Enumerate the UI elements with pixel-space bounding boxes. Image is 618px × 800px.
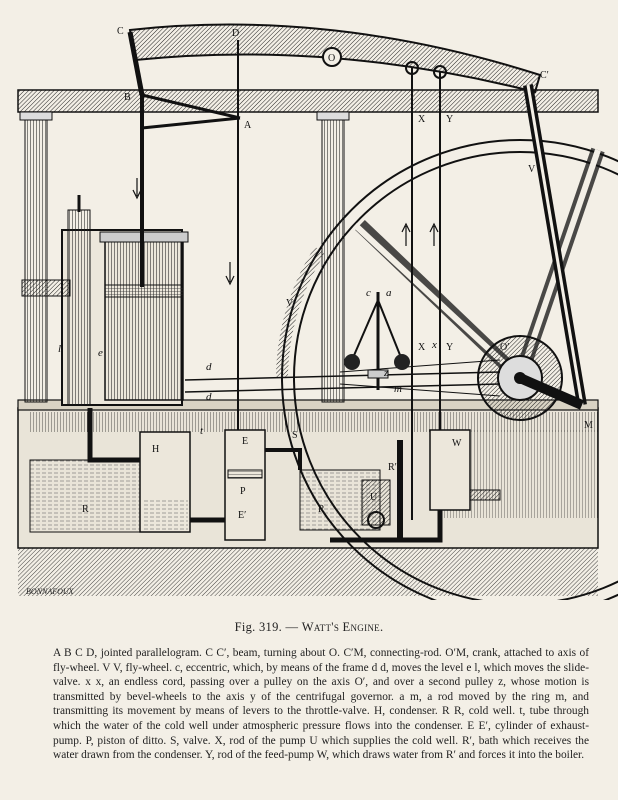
figure-legend: A B C D, jointed parallelogram. C C′, beam, turning about O. C′M, connecting-rod. O′M, crank, attached to axis of fly-wheel. V V, fly-wheel. c, eccentric, which, by means of the frame d d, moves the level e l, which moves the slide-valve. x x, an endless cord, passing over a pulley on the axis O′, and over a second pulley z, whose motion is transmitted by bevel-wheels to the axis y of the centrifugal governor. a m, a rod moved by the ring m, and transmitting its movement by means of levers to the throttle-valve. H, condenser. R R, cold well. t, tube through which the water of the cold well under atmospheric pressure flows into the condenser. E E′, cylinder of exhaust-pump. P, piston of ditto. S, valve. X, rod of the pump U which supplies the cold well. R′, bath which receives the water drawn from the condenser. Y, rod of the feed-pump W, which draws water from R′ and forces it into the boiler. xyxy=(53,647,589,762)
label-e-prime: E′ xyxy=(238,510,247,521)
column-middle xyxy=(322,112,344,402)
label-x: X xyxy=(418,114,426,125)
entablature xyxy=(18,90,598,112)
feed-pump-outlet xyxy=(470,490,500,500)
label-z: z xyxy=(384,367,389,379)
label-e-pump: E xyxy=(242,436,249,447)
column-left-capital xyxy=(20,112,52,120)
arrow-up-y xyxy=(430,224,438,246)
label-c-prime: C′ xyxy=(540,70,549,81)
feed-pump-w xyxy=(430,430,470,510)
label-v-top: V xyxy=(528,164,536,175)
label-y-lower: Y xyxy=(446,342,454,353)
engraver-signature: BONNAFOUX xyxy=(26,587,74,596)
label-d-upper: d xyxy=(206,361,212,373)
cold-well xyxy=(30,460,140,532)
column-left xyxy=(25,112,47,402)
valve-chest xyxy=(68,210,90,405)
cord-x1 xyxy=(340,360,500,372)
label-o: O xyxy=(328,53,336,64)
label-w: W xyxy=(452,438,462,449)
label-x-cord: x xyxy=(432,339,437,351)
label-a-gov: a xyxy=(386,287,392,299)
label-t: t xyxy=(200,425,204,437)
label-p: P xyxy=(240,486,246,497)
column-middle-capital xyxy=(317,112,349,120)
label-d-lower: d xyxy=(206,391,212,403)
label-y: Y xyxy=(446,114,454,125)
arrow-down-left xyxy=(133,178,141,198)
label-c-gov: c xyxy=(366,287,371,299)
foundation xyxy=(18,548,598,596)
parallel-link-a xyxy=(142,118,240,128)
figure-caption: Fig. 319. — Watt's Engine. xyxy=(234,620,384,634)
label-s: S xyxy=(292,430,298,441)
air-pump-piston xyxy=(228,470,262,478)
label-m-ring: m xyxy=(394,383,402,395)
label-l: l xyxy=(58,343,62,355)
label-m: M xyxy=(584,420,593,431)
label-r-left: R xyxy=(82,504,89,515)
label-b: B xyxy=(124,92,131,103)
label-o-prime: O′ xyxy=(500,342,510,353)
label-h: H xyxy=(152,444,160,455)
valve-lever-bracket xyxy=(22,280,70,296)
arrow-down-mid xyxy=(226,262,234,284)
label-a: A xyxy=(244,120,252,131)
label-c: C xyxy=(117,26,124,37)
label-e: e xyxy=(98,347,103,359)
label-v-left: V xyxy=(286,298,294,309)
caption-number: Fig. 319. xyxy=(234,620,283,634)
arrow-up-x xyxy=(402,224,410,246)
condenser-water xyxy=(142,500,188,530)
label-x-lower: X xyxy=(418,342,426,353)
label-r-right: R xyxy=(318,504,325,515)
label-r-prime: R′ xyxy=(388,462,397,473)
caption-title: Watt's Engine. xyxy=(301,620,384,634)
label-d: D xyxy=(232,28,240,39)
label-u: U xyxy=(370,492,378,503)
